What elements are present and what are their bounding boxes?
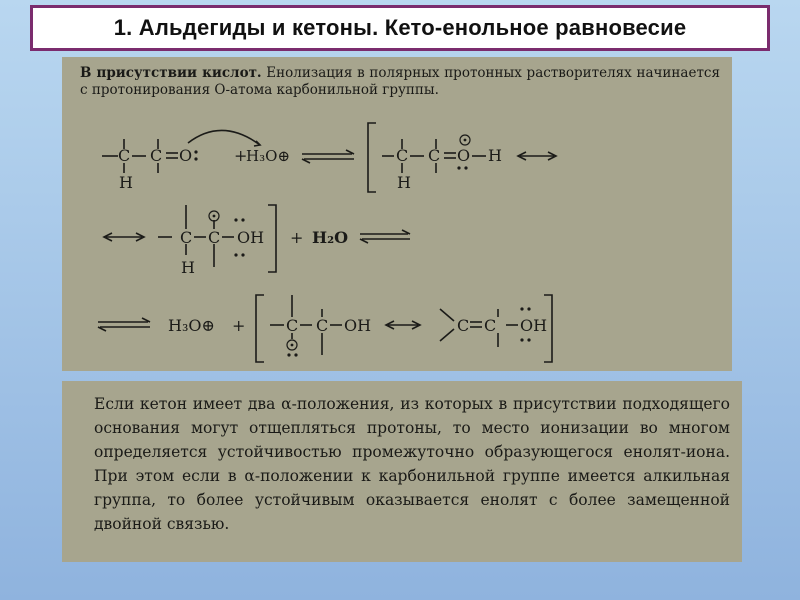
svg-text:C: C <box>428 146 441 165</box>
plus-sign-3: + <box>232 316 246 335</box>
text-panel <box>62 381 742 562</box>
svg-text:C: C <box>484 316 497 335</box>
svg-text:C: C <box>396 146 409 165</box>
hydronium-reagent-2: H₃O⊕ <box>168 316 215 335</box>
svg-text:H: H <box>119 173 133 192</box>
svg-text:OH: OH <box>237 228 265 247</box>
reaction-panel <box>62 57 732 371</box>
plus-sign-2: + <box>290 228 304 247</box>
svg-text:OH: OH <box>520 316 548 335</box>
reaction-intro-bold: В присутствии кислот. <box>80 65 262 81</box>
svg-text:C: C <box>316 316 329 335</box>
svg-text:C: C <box>208 228 221 247</box>
svg-text:C: C <box>286 316 299 335</box>
slide-title-box <box>30 5 770 51</box>
hydronium-reagent: H₃O⊕ <box>246 147 290 165</box>
svg-text:O: O <box>457 146 471 165</box>
svg-text:OH: OH <box>344 316 372 335</box>
svg-text:C: C <box>180 228 193 247</box>
svg-text:H: H <box>181 258 195 277</box>
reaction-scheme <box>62 57 732 371</box>
svg-text:O: O <box>179 146 193 165</box>
water-product: H₂O <box>312 228 349 247</box>
plus-sign-1: + <box>234 146 248 165</box>
reaction-intro-text: Енолизация в полярных протонных растворителях начинается с протонирования О-атома карбонильной группы. <box>80 65 720 98</box>
svg-text:C: C <box>118 146 131 165</box>
enolate-paragraph: Если кетон имеет два α-положения, из которых в присутствии подходящего основания могут отщепляться протоны, то место ионизации во многом определяется устойчивостью промежуточно образующегося енолят-иона. При этом если в α-положении к карбонильной группе имеется алкильная группа, то более устойчивым оказывается енолят с более замещенной двойной связью. <box>94 395 730 533</box>
svg-text:H: H <box>488 146 502 165</box>
svg-text:C: C <box>457 316 470 335</box>
slide-title: 1. Альдегиды и кетоны. Кето-енольное равновесие <box>113 15 687 40</box>
svg-text:C: C <box>150 146 163 165</box>
svg-text:H: H <box>397 173 411 192</box>
